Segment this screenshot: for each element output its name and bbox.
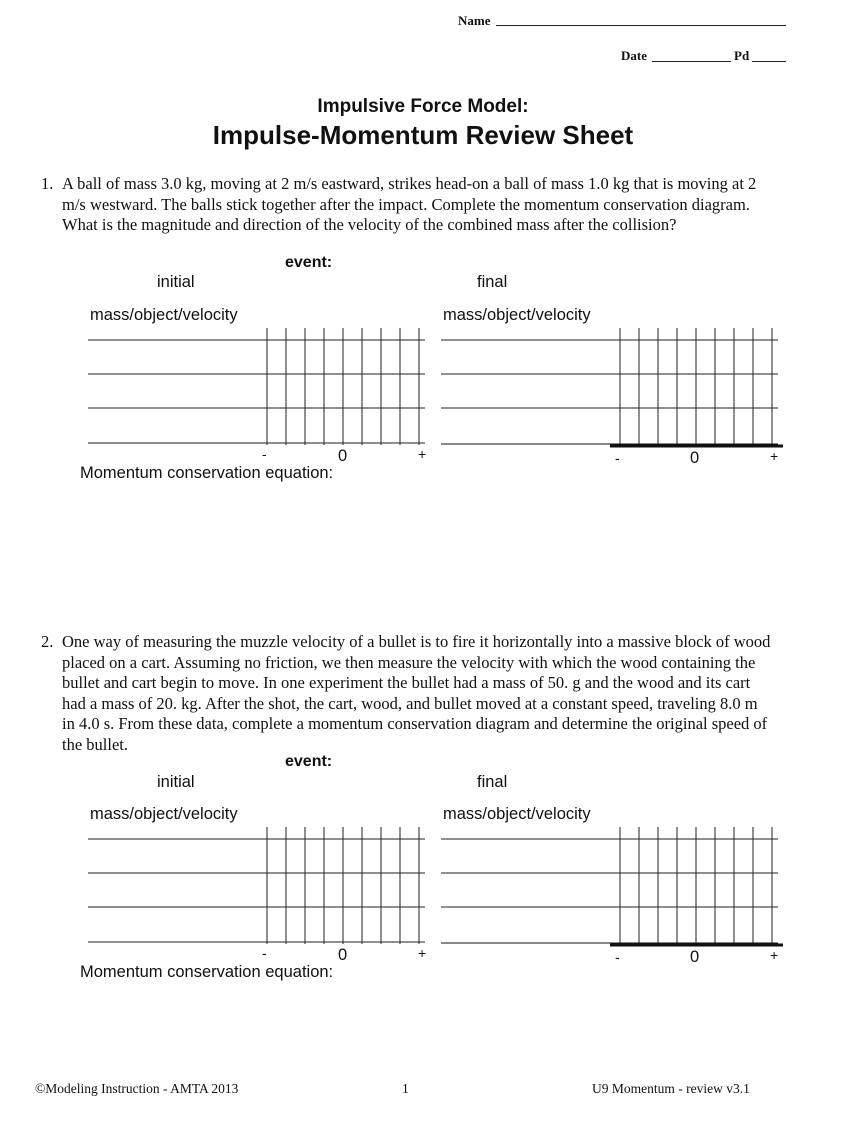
date-label: Date [621,48,647,63]
footer-copyright: ©Modeling Instruction - AMTA 2013 [35,1081,239,1096]
axis-plus-label-initial: + [418,446,427,462]
momentum-diagram-grid-initial[interactable] [85,325,430,450]
final-label: final [477,773,508,791]
footer-document-version: U9 Momentum - review v3.1 [592,1081,750,1096]
momentum-equation-label: Momentum conservation equation: [80,963,334,981]
worksheet-title: Impulse-Momentum Review Sheet [212,120,634,150]
question-text: One way of measuring the muzzle velocity of a bullet is to fire it horizontally into a massive block of wood placed on a cart. Assuming no friction, we then measure the velocity with which the wood containing the bullet and cart begin to move. In one experiment the bullet had a mass of 50. g and the wood and its cart had a mass of 20. kg. After the shot, the cart, wood, and bullet moved at a constant speed, traveling 8.0 m in 4.0 s. From these data, complete a momentum conservation diagram and determine the original speed of the bullet. [62,632,771,754]
name-field-line[interactable] [496,25,786,26]
axis-zero-label-initial: 0 [338,946,348,964]
axis-zero-label-final: 0 [690,449,700,467]
momentum-equation-label: Momentum conservation equation: [80,464,334,482]
event-label: event: [285,254,333,271]
question-number: 1. [41,174,54,193]
axis-zero-label-final: 0 [690,948,700,966]
date-field-line[interactable] [652,61,731,62]
momentum-diagram-grid-final[interactable] [438,325,783,450]
question-number: 2. [41,632,54,651]
final-label: final [477,273,508,291]
axis-plus-label-initial: + [418,945,427,961]
initial-label: initial [157,773,195,791]
axis-minus-label-initial: - [262,446,267,462]
event-label: event: [285,753,333,770]
footer-page-number: 1 [402,1081,409,1096]
initial-label: initial [157,273,195,291]
question-text: A ball of mass 3.0 kg, moving at 2 m/s eastward, strikes head-on a ball of mass 1.0 kg that is moving at 2 m/s westward. The balls stick together after the impact. Complete the momentum conservation diagram. What is the magnitude and direction of the velocity of the combined mass after the collision? [62,174,757,235]
axis-minus-label-initial: - [262,945,267,961]
axis-plus-label-final: + [770,448,779,464]
worksheet-subtitle: Impulsive Force Model: [317,96,529,117]
mass-object-velocity-label-left: mass/object/velocity [90,805,238,823]
mass-object-velocity-label-right: mass/object/velocity [443,306,591,324]
axis-minus-label-final: - [615,450,620,466]
pd-label: Pd [734,48,750,63]
name-label: Name [458,13,491,28]
mass-object-velocity-label-left: mass/object/velocity [90,306,238,324]
mass-object-velocity-label-right: mass/object/velocity [443,805,591,823]
momentum-diagram-grid-final[interactable] [438,824,783,949]
axis-plus-label-final: + [770,947,779,963]
momentum-diagram-grid-initial[interactable] [85,824,430,949]
axis-minus-label-final: - [615,949,620,965]
axis-zero-label-initial: 0 [338,447,348,465]
pd-field-line[interactable] [752,61,786,62]
